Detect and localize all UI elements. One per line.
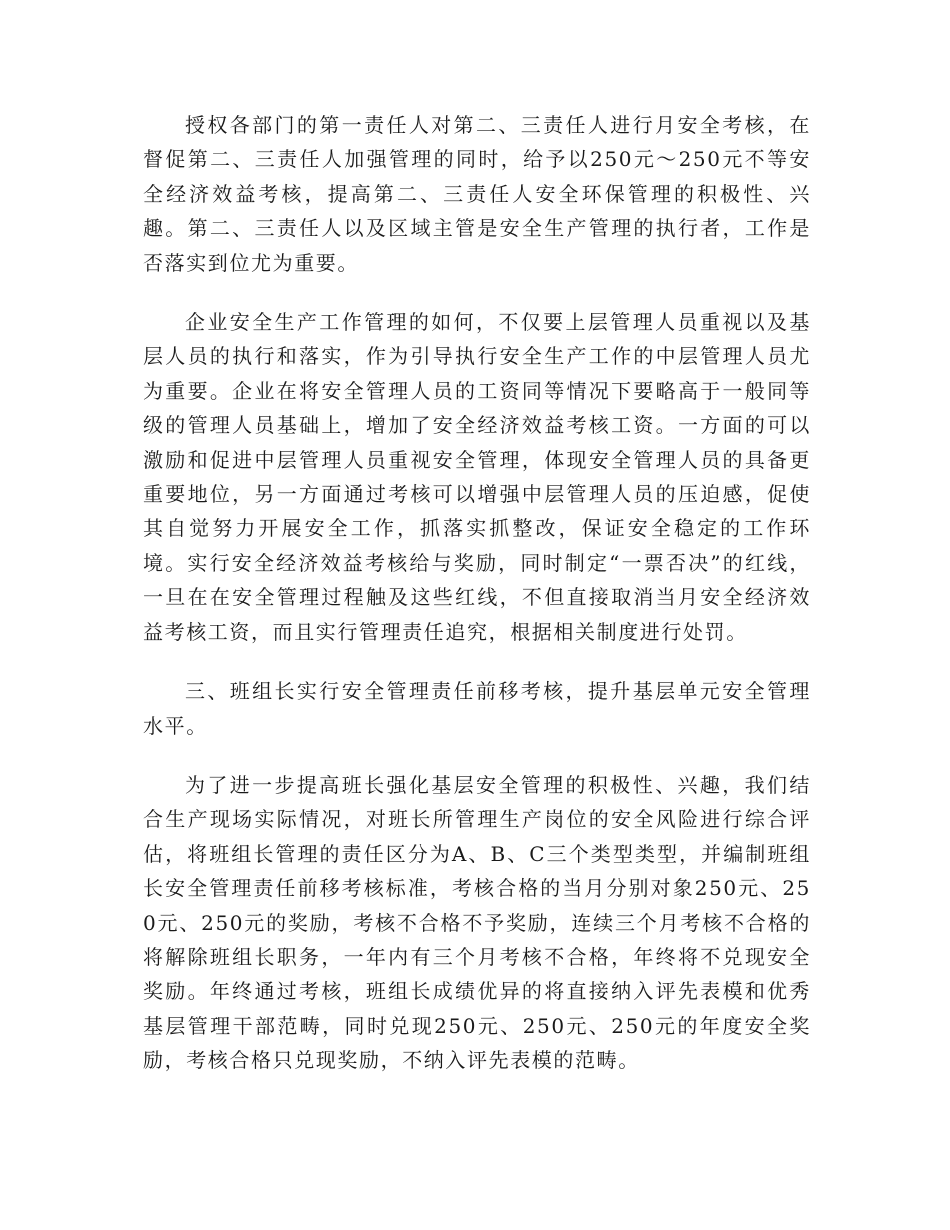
- document-body: [143, 108, 811, 1103]
- paragraph-4: 为了进一步提高班长强化基层安全管理的积极性、兴趣，我们结合生产现场实际情况，对班长所管理生产岗位的安全风险进行综合评估，将班组长管理的责任区分为A、B、C三个类型类型，并编制班组长安全管理责任前移考核标准，考核合格的当月分别对象250元、250元、250元的奖励，考核不合格不予奖励，连续三个月考核不合格的将解除班组长职务，一年内有三个月考核不合格，年终将不兑现安全奖励。年终通过考核，班组长成绩优异的将直接纳入评先表模和优秀基层管理干部范畴，同时兑现250元、250元、250元的年度安全奖励，考核合格只兑现奖励，不纳入评先表模的范畴。: [143, 772, 811, 1073]
- paragraph-3-heading: 三、班组长实行安全管理责任前移考核，提升基层单元安全管理水平。: [143, 679, 811, 738]
- paragraph-1: 授权各部门的第一责任人对第二、三责任人进行月安全考核，在督促第二、三责任人加强管理的同时，给予以250元～250元不等安全经济效益考核，提高第二、三责任人安全环保管理的积极性、兴趣。第二、三责任人以及区域主管是安全生产管理的执行者，工作是否落实到位尤为重要。: [143, 113, 811, 275]
- paragraph-2: 企业安全生产工作管理的如何，不仅要上层管理人员重视以及基层人员的执行和落实，作为引导执行安全生产工作的中层管理人员尤为重要。企业在将安全管理人员的工资同等情况下要略高于一般同等级的管理人员基础上，增加了安全经济效益考核工资。一方面的可以激励和促进中层管理人员重视安全管理，体现安全管理人员的具备更重要地位，另一方面通过考核可以增强中层管理人员的压迫感，促使其自觉努力开展安全工作，抓落实抓整改，保证安全稳定的工作环境。实行安全经济效益考核给与奖励，同时制定“一票否决”的红线，一旦在在安全管理过程触及这些红线，不但直接取消当月安全经济效益考核工资，而且实行管理责任追究，根据相关制度进行处罚。: [143, 310, 811, 644]
